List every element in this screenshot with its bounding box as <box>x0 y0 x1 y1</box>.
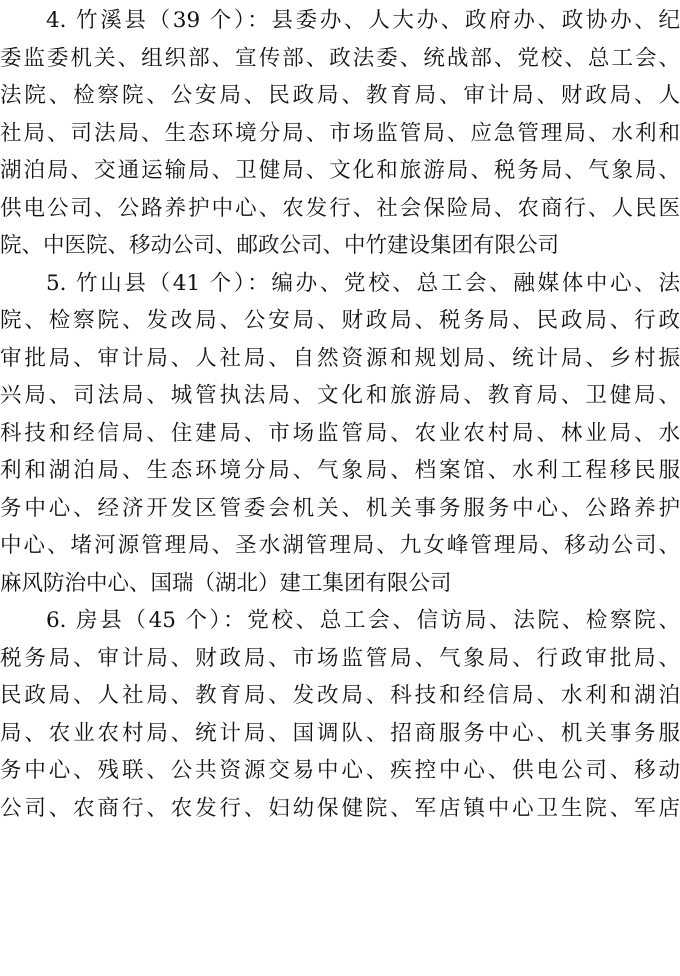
paragraph-line: 4. 竹溪县（39 个）：县委办、人大办、政府办、政协办、纪 <box>46 8 680 33</box>
paragraph-line: 湖泊局、交通运输局、卫健局、文化和旅游局、税务局、气象局、 <box>0 158 680 183</box>
paragraph-zhuxi-county <box>0 2 680 265</box>
paragraph-line: 利和湖泊局、生态环境分局、气象局、档案馆、水利工程移民服 <box>0 458 680 483</box>
paragraph-line: 审批局、审计局、人社局、自然资源和规划局、统计局、乡村振 <box>0 345 680 371</box>
paragraph-line: 中心、堵河源管理局、圣水湖管理局、九女峰管理局、移动公司、 <box>0 533 680 558</box>
paragraph-line: 6. 房县（45 个）：党校、总工会、信访局、法院、检察院、 <box>46 608 680 633</box>
paragraph-line: 公司、农商行、农发行、妇幼保健院、军店镇中心卫生院、军店 <box>0 795 680 821</box>
paragraph-line: 局、农业农村局、统计局、国调队、招商服务中心、机关事务服 <box>0 720 680 746</box>
paragraph-line: 委监委机关、组织部、宣传部、政法委、统战部、党校、总工会、 <box>0 45 680 71</box>
paragraph-zhushan-county <box>0 265 680 603</box>
paragraph-line: 法院、检察院、公安局、民政局、教育局、审计局、财政局、人 <box>0 83 680 108</box>
paragraph-line: 5. 竹山县（41 个）：编办、党校、总工会、融媒体中心、法 <box>46 270 680 296</box>
paragraph-last-line: 院、中医院、移动公司、邮政公司、中竹建设集团有限公司 <box>0 233 560 258</box>
paragraph-line: 科技和经信局、住建局、市场监管局、农业农村局、林业局、水 <box>0 420 680 446</box>
paragraph-line: 院、检察院、发改局、公安局、财政局、税务局、民政局、行政 <box>0 308 680 333</box>
paragraph-line: 供电公司、公路养护中心、农发行、社会保险局、农商行、人民医 <box>0 195 680 221</box>
paragraph-line: 社局、司法局、生态环境分局、市场监管局、应急管理局、水利和 <box>0 120 680 146</box>
paragraph-line: 务中心、残联、公共资源交易中心、疾控中心、供电公司、移动 <box>0 758 680 783</box>
paragraph-line: 兴局、司法局、城管执法局、文化和旅游局、教育局、卫健局、 <box>0 383 680 408</box>
paragraph-line: 民政局、人社局、教育局、发改局、科技和经信局、水利和湖泊 <box>0 683 680 708</box>
paragraph-line: 税务局、审计局、财政局、市场监管局、气象局、行政审批局、 <box>0 645 680 671</box>
paragraph-fang-county <box>0 602 680 827</box>
paragraph-last-line: 麻风防治中心、国瑞（湖北）建工集团有限公司 <box>0 570 452 596</box>
paragraph-line: 务中心、经济开发区管委会机关、机关事务服务中心、公路养护 <box>0 495 680 521</box>
